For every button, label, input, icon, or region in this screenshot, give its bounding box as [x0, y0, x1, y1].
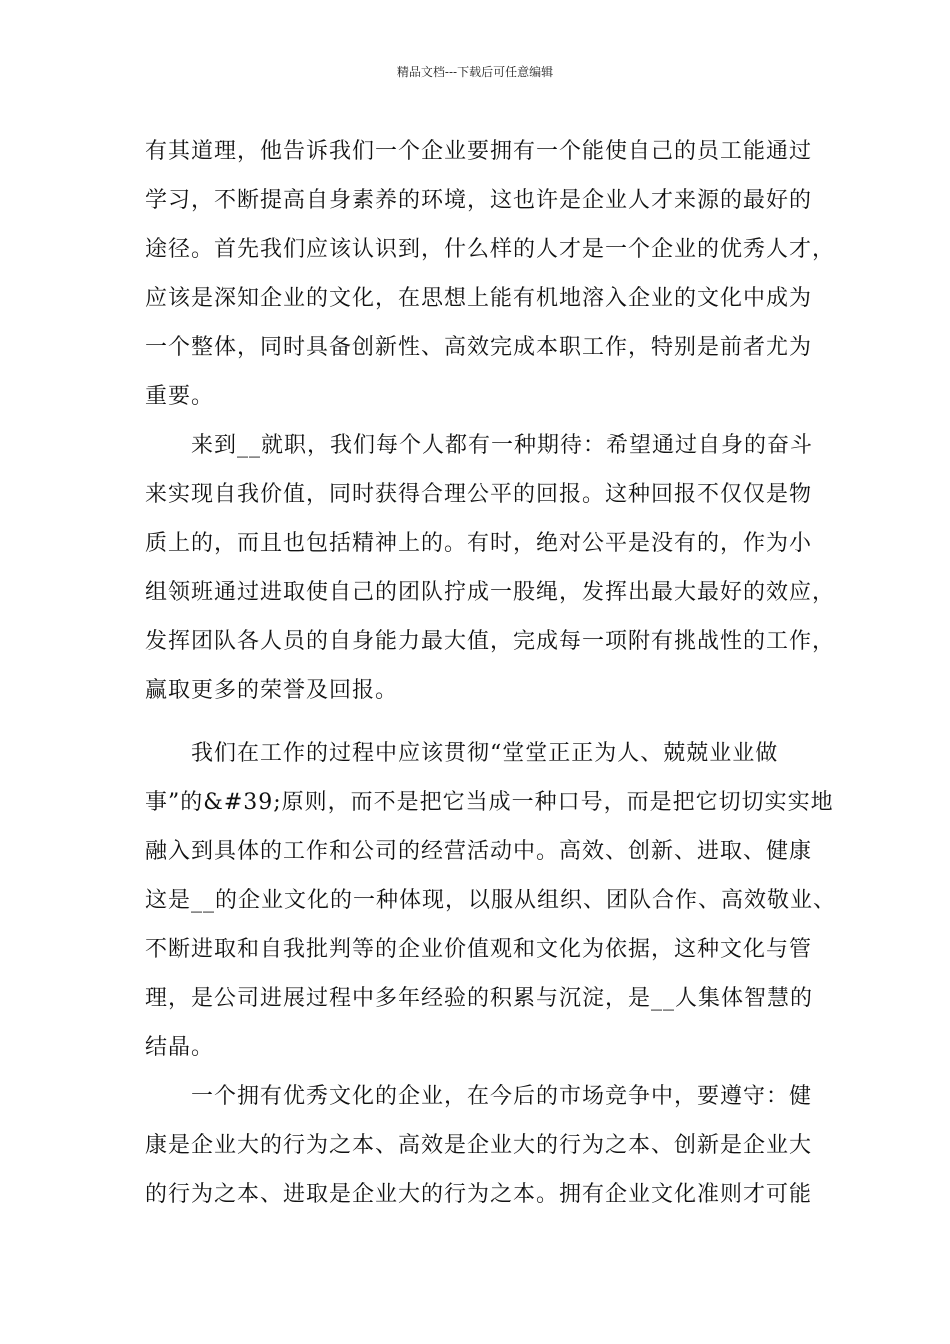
text-line: 质上的，而且也包括精神上的。有时，绝对公平是没有的，作为小 — [145, 531, 813, 556]
text-line: 赢取更多的荣誉及回报。 — [145, 678, 399, 703]
paragraph — [145, 1072, 835, 1219]
text-line: 融入到具体的工作和公司的经营活动中。高效、创新、进取、健康 — [145, 839, 813, 864]
paragraph-gap — [145, 715, 835, 729]
text-line: 途径。首先我们应该认识到，什么样的人才是一个企业的优秀人才， — [145, 237, 836, 262]
text-line: 重要。 — [145, 384, 215, 409]
page-header: 精品文档---下载后可任意编辑 — [396, 65, 554, 79]
text-line: 我们在工作的过程中应该贯彻“堂堂正正为人、兢兢业业做 — [145, 741, 779, 766]
text-line: 一个整体，同时具备创新性、高效完成本职工作，特别是前者尤为 — [145, 335, 813, 360]
paragraph — [145, 127, 835, 421]
text-line: 的行为之本、进取是企业大的行为之本。拥有企业文化准则才可能 — [145, 1182, 813, 1207]
text-line: 这是__的企业文化的一种体现，以服从组织、团队合作、高效敬业、 — [145, 888, 837, 913]
text-line: 理，是公司进展过程中多年经验的积累与沉淀，是__人集体智慧的 — [145, 986, 814, 1011]
text-line: 应该是深知企业的文化，在思想上能有机地溶入企业的文化中成为 — [145, 286, 813, 311]
text-line: 学习，不断提高自身素养的环境，这也许是企业人才来源的最好的 — [145, 188, 813, 213]
text-line: 不断进取和自我批判等的企业价值观和文化为依据，这种文化与管 — [145, 937, 813, 962]
text-line: 事”的&#39;原则，而不是把它当成一种口号，而是把它切切实实地 — [145, 790, 834, 815]
text-line: 组领班通过进取使自己的团队拧成一股绳，发挥出最大最好的效应， — [145, 580, 836, 605]
text-line: 有其道理，他告诉我们一个企业要拥有一个能使自己的员工能通过 — [145, 139, 813, 164]
paragraph — [145, 729, 835, 1072]
text-line: 一个拥有优秀文化的企业，在今后的市场竞争中，要遵守：健 — [145, 1084, 813, 1109]
document-body — [145, 127, 835, 1219]
text-line: 结晶。 — [145, 1035, 215, 1060]
text-line: 发挥团队各人员的自身能力最大值，完成每一项附有挑战性的工作， — [145, 629, 836, 654]
paragraph — [145, 421, 835, 715]
text-line: 来实现自我价值，同时获得合理公平的回报。这种回报不仅仅是物 — [145, 482, 813, 507]
text-line: 来到__就职，我们每个人都有一种期待：希望通过自身的奋斗 — [145, 433, 814, 458]
text-line: 康是企业大的行为之本、高效是企业大的行为之本、创新是企业大 — [145, 1133, 813, 1158]
